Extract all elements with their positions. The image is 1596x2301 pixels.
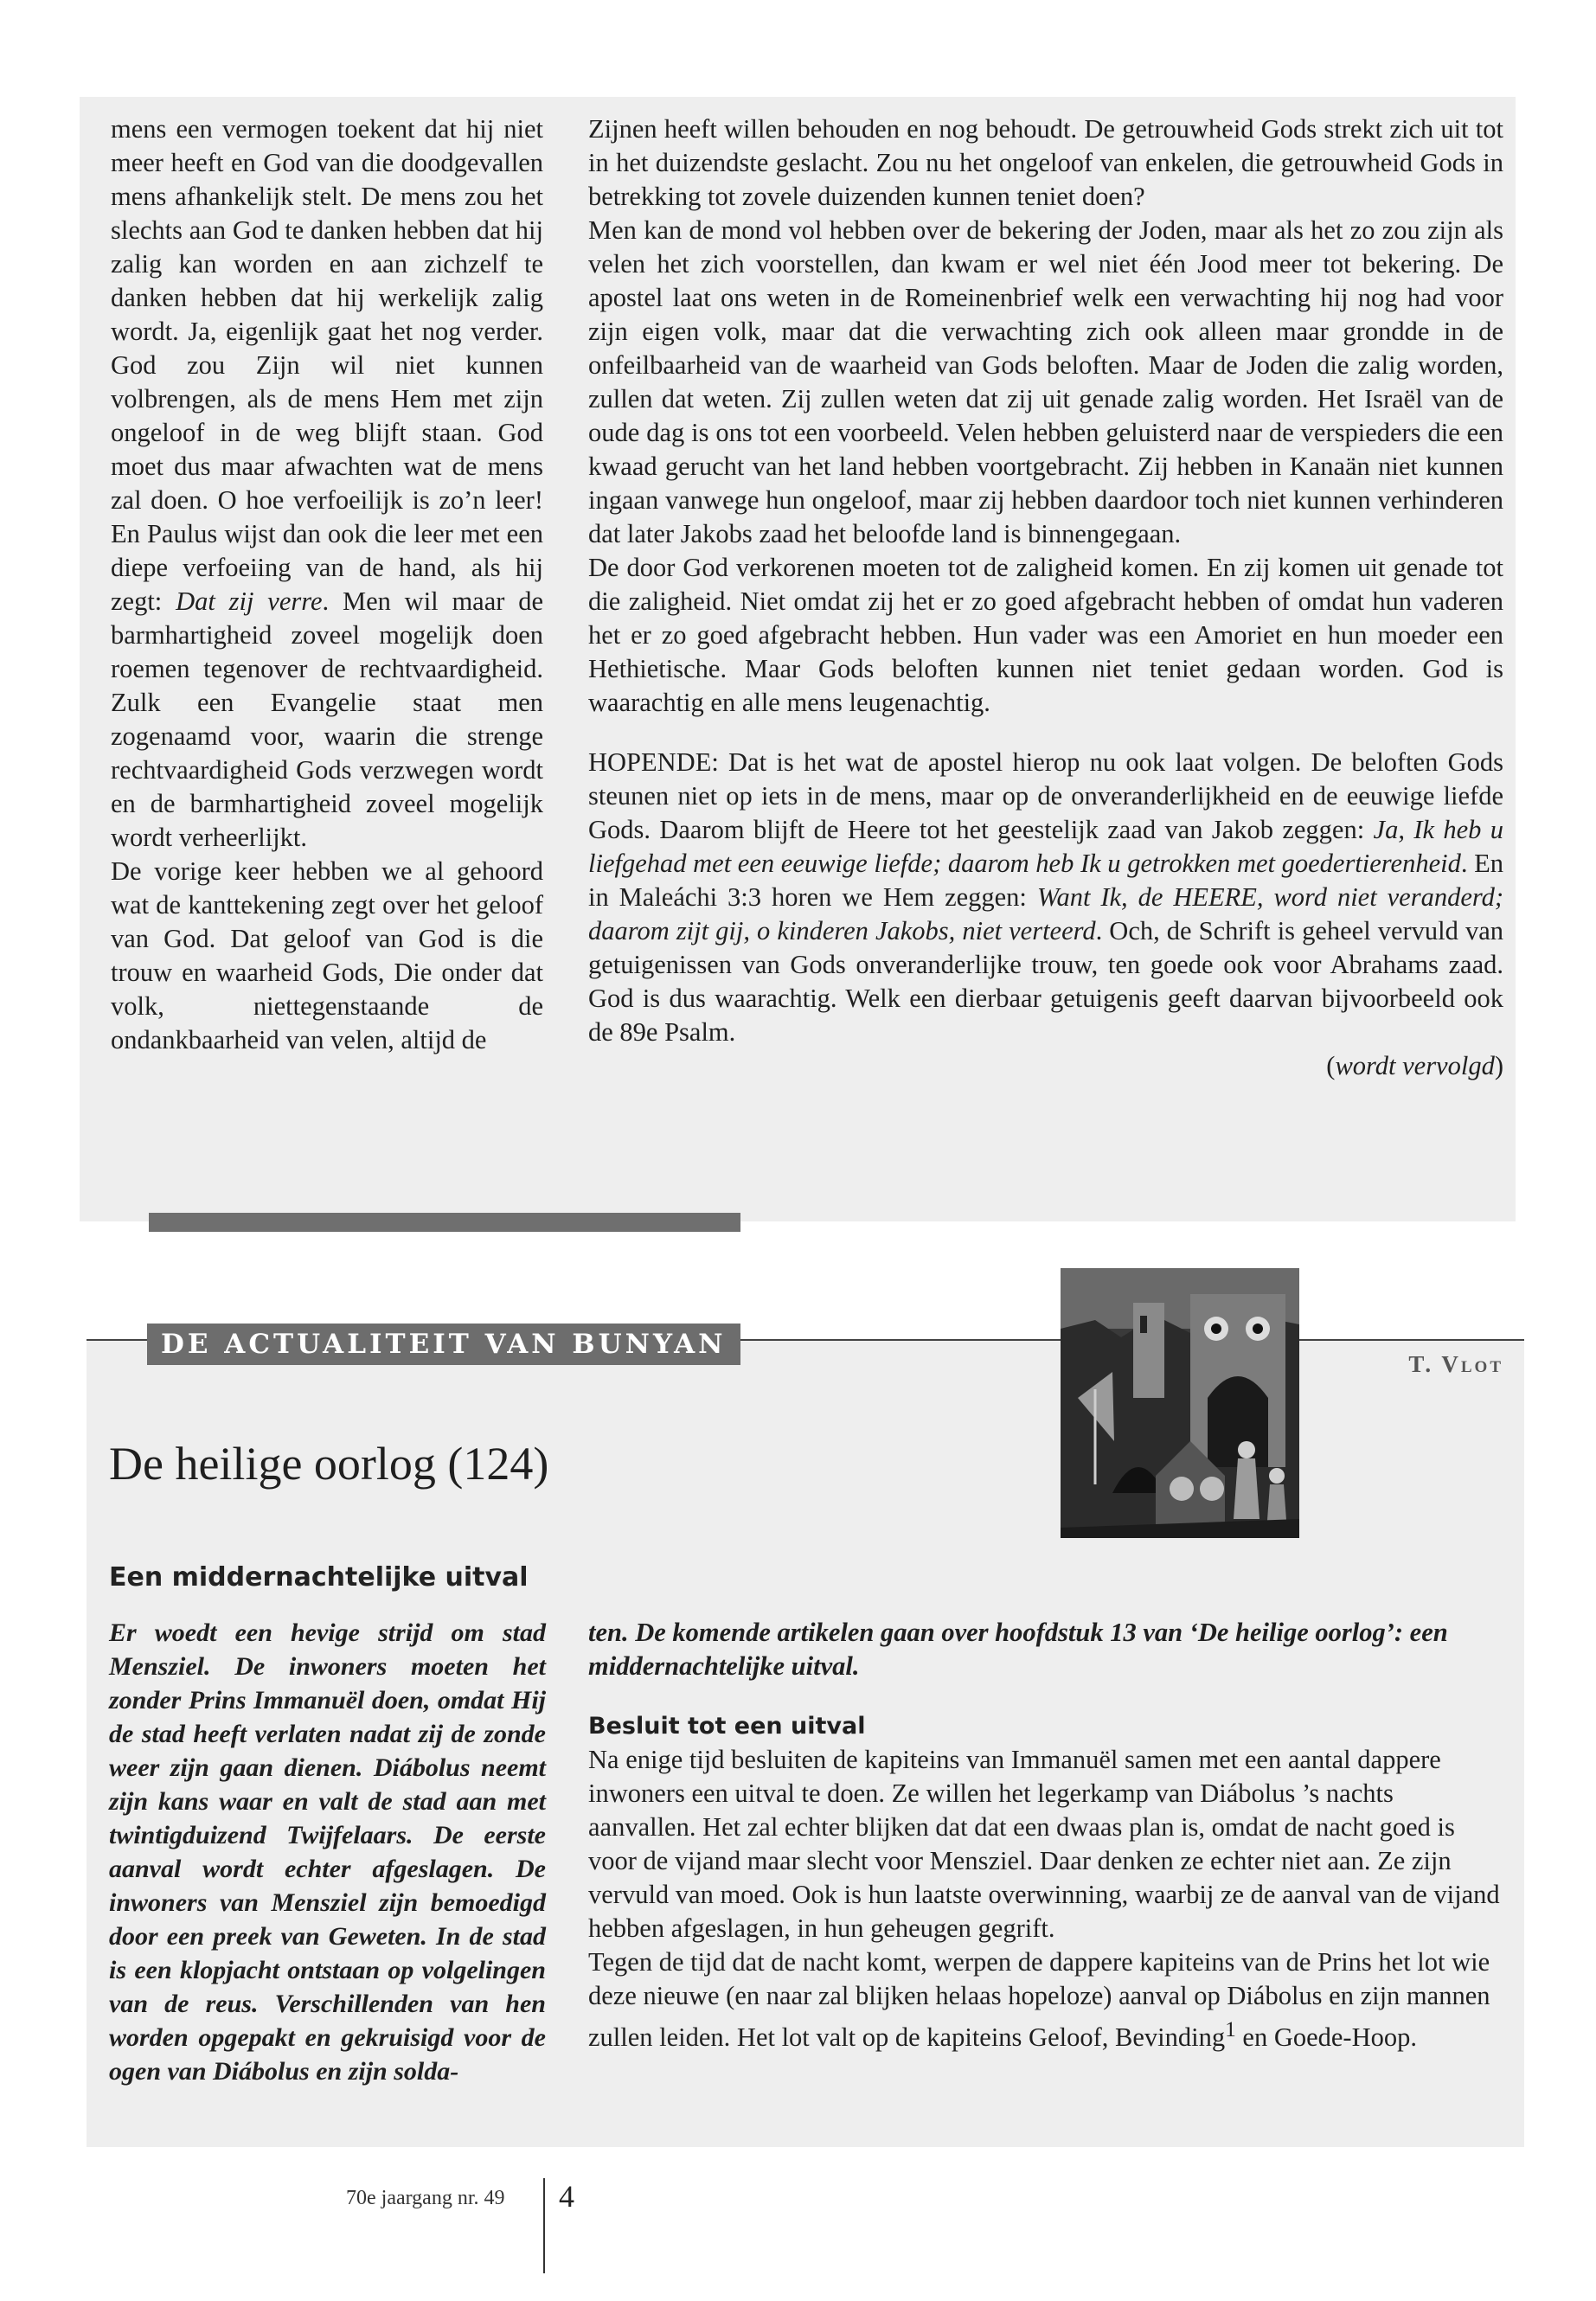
scripture-quote: Want Ik, de HEERE, word niet veranderd; daarom zijt gij, o kinderen Jakobs, niet verteerd [588,882,1503,945]
bottom-article-right-column [588,1616,1503,2054]
paragraph: Zijnen heeft willen behouden en nog behoudt. De getrouwheid Gods strekt zich uit tot in het duizendste geslacht. Zou nu het ongeloof van enkelen, die getrouwheid Gods in betrekking tot zovele duizenden kunnen teniet doen? [588,114,1503,211]
top-article-left-column [111,112,543,1057]
continued-note: (wordt vervolgd) [1326,1051,1503,1080]
author-name: T. Vlot [1408,1351,1503,1377]
intro-left-column [109,1616,546,2088]
paragraph-gap [588,720,1503,746]
top-article-right-column [588,112,1503,1083]
engraving-illustration [1061,1268,1299,1538]
footer-divider [543,2178,545,2273]
article-title: De heilige oorlog (124) [109,1438,549,1490]
page-number: 4 [559,2179,574,2214]
intro-paragraph: Er woedt een hevige strijd om stad Mensziel. De inwoners moeten het zonder Prins Immanuël doen, omdat Hij de stad heeft verlaten nadat zij de zonde weer zijn gaan dienen. Diábolus neemt zijn kans waar en valt de stad aan met twintigduizend Twijfelaars. De eerste aanval wordt echter afgeslagen. De inwoners van Mensziel zijn bemoedigd door een preek van Geweten. In de stad is een klopjacht ontstaan op volgelingen van de reus. Verschillenden van hen worden opgepakt en gekruisigd voor de ogen van Diábolus en zijn solda- [109,1618,546,2086]
paragraph: Men kan de mond vol hebben over de bekering der Joden, maar als het zo zou zijn als velen het zich voorstellen, dan kwam er wel niet één Jood meer tot bekering. De apostel laat ons weten in de Romeinenbrief welk een verwachting hij nog had voor zijn eigen volk, maar dat die verwachting zich ook alleen maar grondde in de onfeilbaarheid van de waarheid van Gods beloften. Maar de Joden die zalig worden, zullen dat weten. Zij zullen weten dat zij uit genade zalig worden. Het Israël van de oude dag is ons tot een voorbeeld. Velen hebben geluisterd naar de verspieders die een kwaad gerucht van het land hebben voortgebracht. Zij hebben in Kanaän niet kunnen ingaan vanwege hun ongeloof, maar zij hebben daardoor toch niet kunnen verhinderen dat later Jakobs zaad het beloofde land is binnengegaan. [588,215,1503,548]
rubric-label: DE ACTUALITEIT VAN BUNYAN [147,1324,740,1365]
footnote-marker: 1 [1225,2017,1236,2041]
section-heading: Een middernachtelijke uitval [109,1562,529,1593]
paragraph: Na enige tijd besluiten de kapiteins van Immanuël samen met een aantal dappere inwoners een uitval te doen. Ze willen het legerkamp van Diábolus ’s nachts aanvallen. Het zal echter blijken dat dat een dwaas plan is, omdat de nacht goed is voor de vijand maar slecht voor Mensziel. Daar denken ze echter niet aan. Ze zijn vervuld van moed. Ook is hun laatste overwinning, waarbij ze de aanval van de vijand hebben afgeslagen, in hun geheugen gegrift. [588,1745,1500,1943]
paragraph: Tegen de tijd dat de nacht komt, werpen de dappere kapiteins van de Prins het lot wie deze nieuwe (en naar zal blijken helaas hopeloze) aanval op Diábolus en zijn mannen zullen leiden. Het lot valt op de kapiteins Geloof, Bevinding$^1$ en Goede-Hoop. [588,1947,1490,2053]
scripture-quote: Ja, Ik heb u liefgehad met een eeuwige liefde; daarom heb Ik u getrokken met goedertierenheid [588,815,1503,878]
paragraph: HOPENDE: Dat is het wat de apostel hierop nu ook laat volgen. De beloften Gods steunen niet op iets in de mens, maar op de onveranderlijkheid en de eeuwige liefde Gods. Daarom blijft de Heere tot het geestelijk zaad van Jakob zeggen: Ja, Ik heb u liefgehad met een eeuwige liefde; daarom heb Ik u getrokken met goedertierenheid. En in Maleáchi 3:3 horen we Hem zeggen: Want Ik, de HEERE, word niet veranderd; daarom zijt gij, o kinderen Jakobs, niet verteerd. Och, de Schrift is geheel vervuld van getuigenissen van Gods onveranderlijke trouw, ten goede ook voor Abrahams zaad. God is dus waarachtig. Welk een dierbaar getuigenis geeft daarvan bijvoorbeeld ook de 89e Psalm. [588,747,1503,1047]
paragraph: De vorige keer hebben we al gehoord wat de kanttekening zegt over het geloof van God. Dat geloof van God is die trouw en waarheid Gods, Die onder dat volk, niettegenstaande de ondankbaarheid van velen, altijd de [111,856,543,1054]
subsection-heading: Besluit tot een uitval [588,1713,866,1740]
section-divider-bar [149,1213,740,1232]
paragraph: De door God verkorenen moeten tot de zaligheid komen. En zij komen uit genade tot die zaligheid. Niet omdat zij het er zo goed afgebracht hebben of omdat hun vaderen het er zo goed afgebracht hebben. Hun vader was een Amoriet en hun moeder een Hethietische. Maar Gods beloften kunnen niet teniet gedaan worden. God is waarachtig en alle mens leugenachtig. [588,553,1503,717]
scripture-quote: Dat zij verre [176,586,323,616]
issue-info: 70e jaargang nr. 49 [346,2187,505,2209]
intro-paragraph-end: ten. De komende artikelen gaan over hoofdstuk 13 van ‘De heilige oorlog’: een middernachtelijke uitval. [588,1618,1448,1681]
paragraph: mens een vermogen toekent dat hij niet meer heeft en God van die doodgevallen mens afhankelijk stelt. De mens zou het slechts aan God te danken hebben dat hij zalig kan worden en aan zichzelf te danken hebben dat hij werkelijk zalig wordt. Ja, eigenlijk gaat het nog verder. God zou Zijn wil niet kunnen volbrengen, als de mens Hem met zijn ongeloof in de weg blijft staan. God moet dus maar afwachten wat de mens zal doen. O hoe verfoeilijk is zo’n leer! En Paulus wijst dan ook die leer met een diepe verfoeiing van de hand, als hij zegt: Dat zij verre. Men wil maar de barmhartigheid zoveel mogelijk doen roemen tegenover de rechtvaardigheid. Zulk een Evangelie staat men zogenaamd voor, waarin die strenge rechtvaardigheid Gods verzwegen wordt en de barmhartigheid zoveel mogelijk wordt verheerlijkt. [111,114,544,852]
